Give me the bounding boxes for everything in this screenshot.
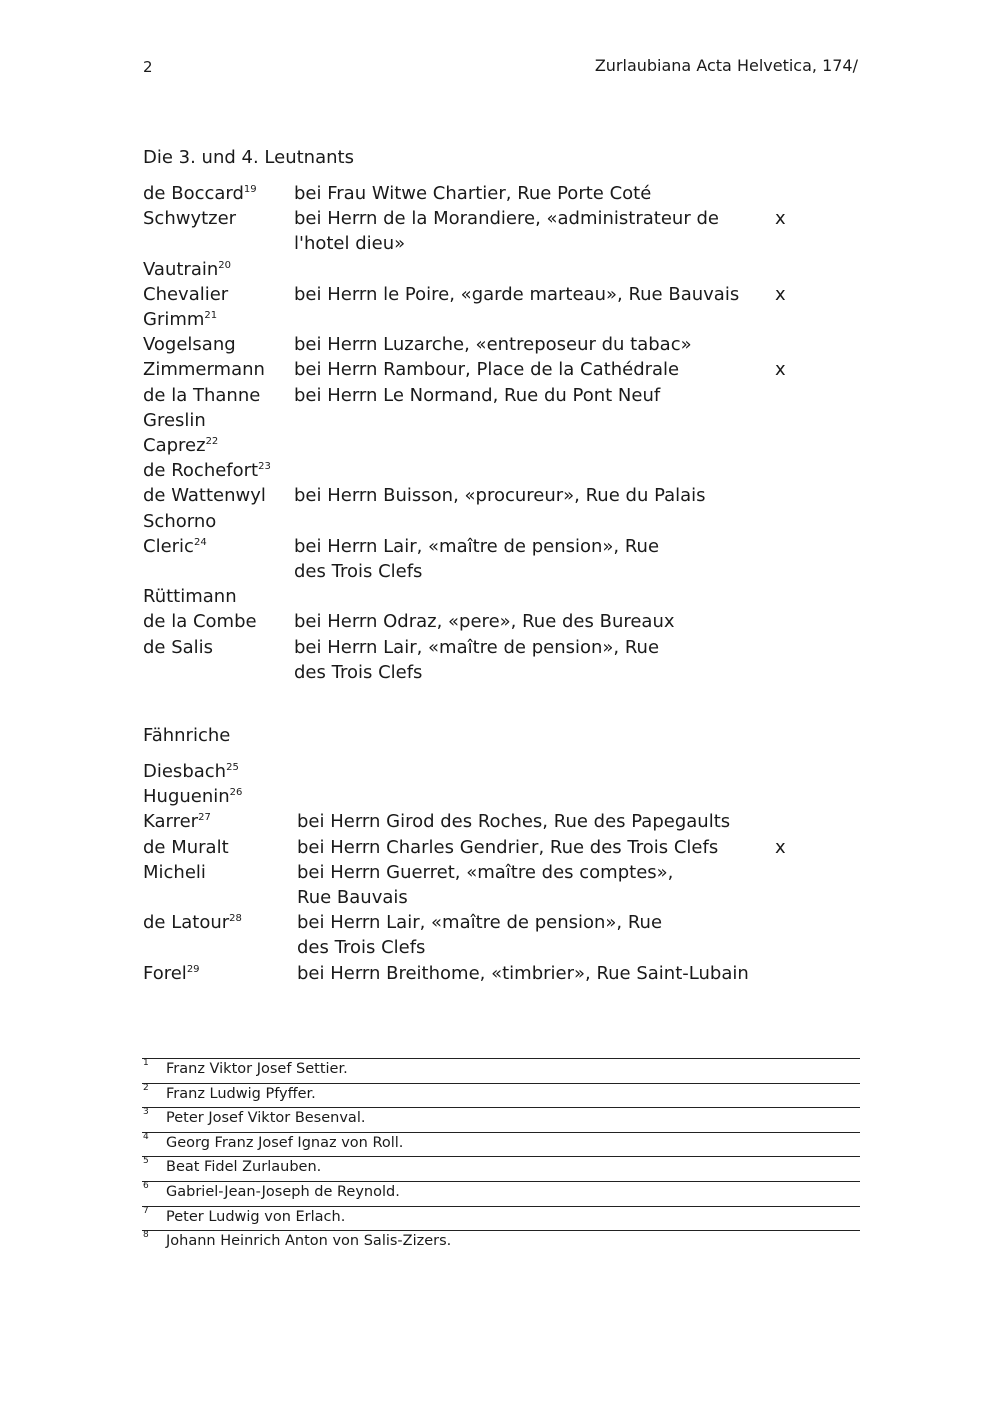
entry-row: [0, 835, 1000, 860]
entry-row: [0, 784, 1000, 809]
entry-row: [0, 357, 1000, 382]
x-mark: x: [775, 283, 786, 305]
officer-name: de la Combe: [143, 611, 257, 633]
x-mark: x: [775, 208, 786, 230]
entry-row: [0, 635, 1000, 660]
lodging-address: des Trois Clefs: [294, 661, 423, 683]
footnote: [142, 1083, 860, 1108]
officer-name: Diesbach$^{25}$: [143, 761, 239, 782]
footnote-number: 1: [143, 1058, 149, 1068]
officer-name: Forel$^{29}$: [143, 962, 200, 984]
entry-row: [0, 609, 1000, 634]
officer-name: Rüttimann: [143, 586, 237, 608]
entry-row: [0, 885, 1000, 910]
entry-row: [0, 759, 1000, 784]
officer-name: de Boccard$^{19}$: [143, 183, 257, 204]
lodging-address: bei Herrn Girod des Roches, Rue des Papegaults: [297, 811, 731, 833]
footnote-ref: 28: [229, 913, 242, 925]
officer-name: Greslin: [143, 409, 206, 431]
officer-name: de la Thanne: [143, 384, 261, 406]
footnote-text: Franz Viktor Josef Settier.: [166, 1061, 348, 1077]
entry-row: [0, 961, 1000, 986]
footnote-ref: 29: [186, 963, 200, 975]
officer-name: de Muralt: [143, 836, 229, 858]
footnote-text: Gabriel-Jean-Joseph de Reynold.: [166, 1183, 400, 1200]
footnote: [142, 1107, 860, 1132]
entry-row: [0, 307, 1000, 332]
lodging-address: bei Herrn Buisson, «procureur», Rue du Palais: [294, 485, 706, 507]
lodging-address: bei Herrn de la Morandiere, «administrateur de: [294, 208, 719, 230]
lodging-address: bei Herrn Lair, «maître de pension», Rue: [294, 535, 660, 557]
footnote: [142, 1058, 860, 1083]
officer-name: de Wattenwyl: [143, 485, 266, 507]
footnote-ref: 23: [258, 461, 271, 473]
lodging-address: bei Herrn Rambour, Place de la Cathédrale: [294, 359, 680, 381]
footnote-text: Beat Fidel Zurlauben.: [166, 1159, 322, 1176]
page-number: 2: [143, 58, 153, 76]
entry-row: [0, 408, 1000, 433]
entry-row: [0, 257, 1000, 282]
entry-row: [0, 509, 1000, 534]
officer-name: Schorno: [143, 510, 217, 532]
footnote-number: 2: [143, 1082, 149, 1093]
lodging-address: bei Herrn Guerret, «maître des comptes»,: [297, 861, 674, 883]
entry-row: [0, 809, 1000, 834]
footnote-text: Peter Josef Viktor Besenval.: [166, 1110, 366, 1127]
footnote-number: 8: [143, 1230, 149, 1241]
x-mark: x: [775, 359, 786, 381]
entry-row: [0, 559, 1000, 584]
entry-row: [0, 458, 1000, 483]
footnote: [142, 1181, 860, 1206]
entry-row: [0, 206, 1000, 231]
lodging-address: bei Herrn Lair, «maître de pension», Rue: [294, 636, 660, 658]
lodging-address: bei Herrn Luzarche, «entreposeur du tabac»: [294, 334, 692, 356]
footnote-ref: 21: [204, 310, 218, 321]
lodging-address: Rue Bauvais: [297, 887, 408, 908]
footnote-ref: 19: [243, 184, 257, 195]
footnote-ref: 20: [218, 259, 231, 271]
officer-name: Vautrain$^{20}$: [143, 258, 231, 280]
officer-name: Caprez$^{22}$: [143, 435, 219, 456]
entry-row: [0, 935, 1000, 960]
footnote-ref: 25: [226, 762, 239, 773]
officer-name: Micheli: [143, 861, 206, 883]
footnote: [142, 1230, 860, 1255]
lodging-address: bei Herrn Breithome, «timbrier», Rue Saint-Lubain: [297, 962, 749, 984]
footnote-ref: 26: [229, 787, 243, 799]
footnotes: [142, 1058, 860, 1255]
lodging-address: bei Herrn Lair, «maître de pension», Rue: [297, 912, 663, 934]
officer-name: de Latour$^{28}$: [143, 912, 242, 934]
footnote-number: 3: [143, 1107, 149, 1118]
section-heading: Fähnriche: [143, 725, 231, 746]
footnote: [142, 1206, 860, 1231]
officer-name: de Salis: [143, 636, 214, 658]
officer-name: Grimm$^{21}$: [143, 309, 218, 330]
entry-row: [0, 660, 1000, 685]
lodging-address: bei Herrn le Poire, «garde marteau», Rue Bauvais: [294, 283, 740, 305]
footnote-ref: 24: [193, 536, 207, 548]
lodging-address: des Trois Clefs: [297, 937, 426, 959]
footnote-text: Georg Franz Josef Ignaz von Roll.: [166, 1134, 404, 1151]
lodging-address: bei Herrn Le Normand, Rue du Pont Neuf: [294, 384, 661, 406]
officer-name: Karrer$^{27}$: [143, 811, 211, 833]
entry-row: [0, 181, 1000, 206]
lodging-address: l'hotel dieu»: [294, 233, 406, 255]
entry-row: [0, 584, 1000, 609]
section-heading: Die 3. und 4. Leutnants: [143, 147, 354, 168]
lodging-address: des Trois Clefs: [294, 561, 423, 582]
officer-name: de Rochefort$^{23}$: [143, 460, 271, 482]
footnote-ref: 27: [198, 812, 211, 824]
footnote: [142, 1132, 860, 1157]
footnote-number: 6: [143, 1180, 149, 1191]
footnote-text: Peter Ludwig von Erlach.: [166, 1208, 346, 1225]
officer-name: Chevalier: [143, 283, 229, 305]
entry-row: [0, 383, 1000, 408]
entry-row: [0, 231, 1000, 256]
officer-name: Vogelsang: [143, 334, 236, 356]
footnote-number: 7: [143, 1205, 149, 1216]
officer-name: Huguenin$^{26}$: [143, 786, 243, 808]
footnote-number: 5: [143, 1156, 149, 1167]
entry-row: [0, 433, 1000, 458]
entry-row: [0, 910, 1000, 935]
entry-row: [0, 282, 1000, 307]
footnote: [142, 1156, 860, 1181]
entry-row: [0, 332, 1000, 357]
officer-name: Zimmermann: [143, 359, 265, 381]
entry-row: [0, 534, 1000, 559]
officer-name: Schwytzer: [143, 208, 237, 230]
entry-row: [0, 483, 1000, 508]
officer-name: Cleric$^{24}$: [143, 535, 207, 557]
footnote-number: 4: [143, 1131, 149, 1142]
lodging-address: bei Herrn Charles Gendrier, Rue des Trois Clefs: [297, 836, 719, 858]
running-header: Zurlaubiana Acta Helvetica, 174/: [594, 56, 858, 75]
lodging-address: bei Herrn Odraz, «pere», Rue des Bureaux: [294, 611, 675, 633]
lodging-address: bei Frau Witwe Chartier, Rue Porte Coté: [294, 183, 652, 204]
x-mark: x: [775, 836, 786, 858]
footnote-text: Franz Ludwig Pfyffer.: [166, 1085, 316, 1102]
footnote-text: Johann Heinrich Anton von Salis-Zizers.: [166, 1233, 452, 1250]
entry-row: [0, 860, 1000, 885]
footnote-ref: 22: [205, 436, 219, 447]
